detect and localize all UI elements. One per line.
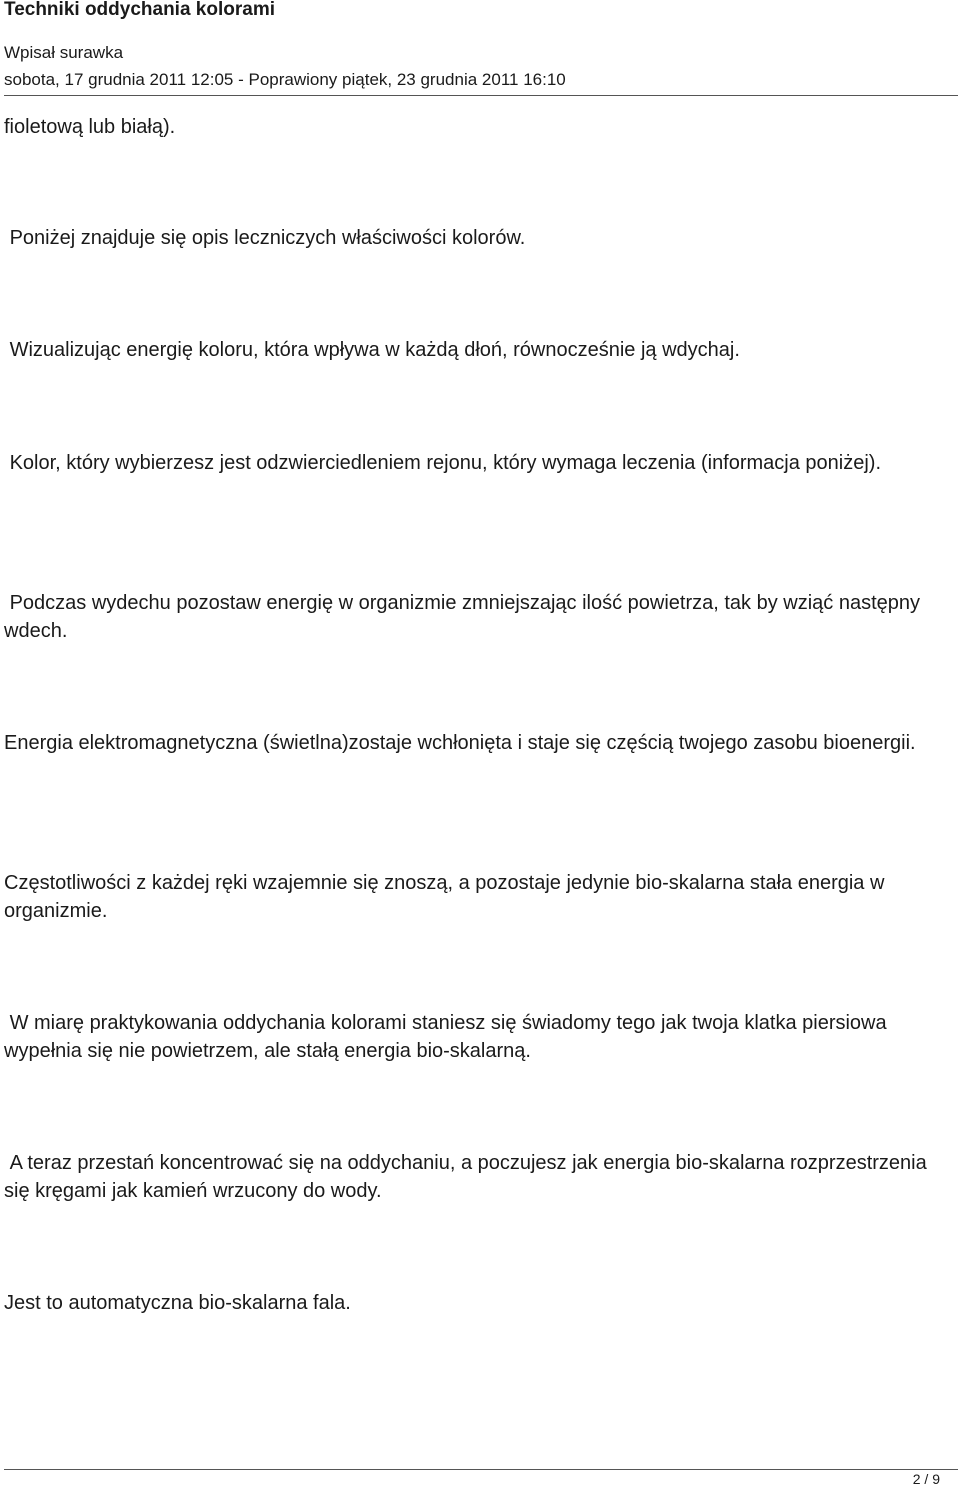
paragraph-2: Poniżej znajduje się opis leczniczych właściwości kolorów. <box>4 227 526 249</box>
document-title: Techniki oddychania kolorami <box>4 0 275 20</box>
footer-divider <box>4 1469 958 1470</box>
paragraph-4: Kolor, który wybierzesz jest odzwierciedleniem rejonu, który wymaga leczenia (informacja poniżej). <box>4 452 882 474</box>
paragraph-3: Wizualizując energię koloru, która wpływa w każdą dłoń, równocześnie ją wdychaj. <box>4 339 740 361</box>
paragraph-8: W miarę praktykowania oddychania kolorami staniesz się świadomy tego jak twoja klatka piersiowa wypełnia się nie powietrzem, ale stałą energia bio-skalarną. <box>4 1012 893 1062</box>
paragraph-10: Jest to automatyczna bio-skalarna fala. <box>4 1292 351 1314</box>
paragraph-7: Częstotliwości z każdej ręki wzajemnie się znoszą, a pozostaje jedynie bio-skalarna stała energia w organizmie. <box>4 872 890 922</box>
paragraph-6: Energia elektromagnetyczna (świetlna)zostaje wchłonięta i staje się częścią twojego zasobu bioenergii. <box>4 732 916 754</box>
header-divider <box>4 95 958 96</box>
author-line: Wpisał surawka <box>4 43 124 62</box>
page-number: 2 / 9 <box>912 1471 940 1487</box>
paragraph-5: Podczas wydechu pozostaw energię w organizmie zmniejszając ilość powietrza, tak by wziąć następny wdech. <box>4 592 926 642</box>
paragraph-1: fioletową lub białą). <box>4 116 176 138</box>
paragraph-9: A teraz przestań koncentrować się na oddychaniu, a poczujesz jak energia bio-skalarna rozprzestrzenia się kręgami jak kamień wrzucony do wody. <box>4 1152 933 1202</box>
date-line: sobota, 17 grudnia 2011 12:05 - Poprawiony piątek, 23 grudnia 2011 16:10 <box>4 70 566 89</box>
